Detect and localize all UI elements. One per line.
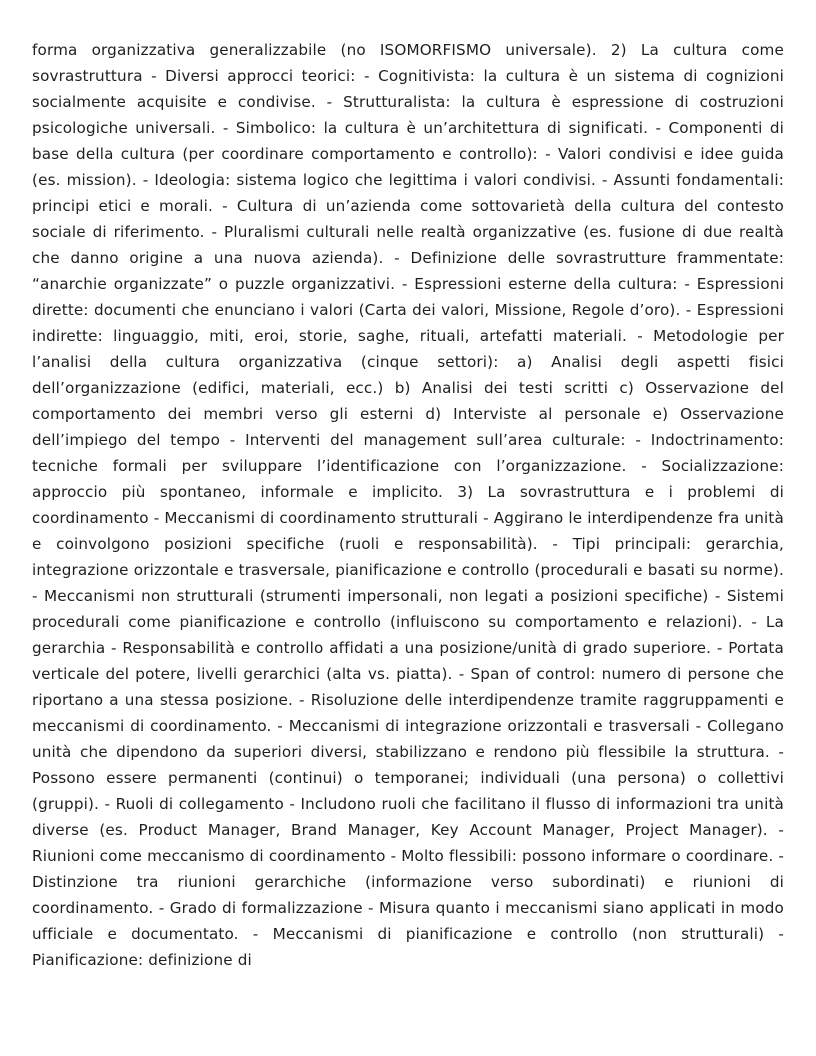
body-paragraph: forma organizzativa generalizzabile (no ISOMORFISMO universale). 2) La cultura come sovrastruttura - Diversi approcci teorici: - Cognitivista: la cultura è un sistema di cognizioni socialmente acquisite e condivise. - Strutturalista: la cultura è espressione di costruzioni psicologiche universali. - Simbolico: la cultura è un’architettura di significati. - Componenti di base della cultura (per coordinare comportamento e controllo): - Valori condivisi e idee guida (es. mission). - Ideologia: sistema logico che legittima i valori condivisi. - Assunti fondamentali: principi etici e morali. - Cultura di un’azienda come sottovarietà della cultura del contesto sociale di riferimento. - Pluralismi culturali nelle realtà organizzative (es. fusione di due realtà che danno origine a una nuova azienda). - Definizione delle sovrastrutture frammentate: “anarchie organizzate” o puzzle organizzativi. - Espressioni esterne della cultura: - Espressioni dirette: documenti che enunciano i valori (Carta dei valori, Missione, Regole d’oro). - Espressioni indirette: linguaggio, miti, eroi, storie, saghe, rituali, artefatti materiali. - Metodologie per l’analisi della cultura organizzativa (cinque settori): a) Analisi degli aspetti fisici dell’organizzazione (edifici, materiali, ecc.) b) Analisi dei testi scritti c) Osservazione del comportamento dei membri verso gli esterni d) Interviste al personale e) Osservazione dell’impiego del tempo - Interventi del management sull’area culturale: - Indoctrinamento: tecniche formali per sviluppare l’identificazione con l’organizzazione. - Socializzazione: approccio più spontaneo, informale e implicito. 3) La sovrastruttura e i problemi di coordinamento - Meccanismi di coordinamento strutturali - Aggirano le interdipendenze fra unità e coinvolgono posizioni specifiche (ruoli e responsabilità). - Tipi principali: gerarchia, integrazione orizzontale e trasversale, pianificazione e controllo (procedurali e basati su norme). - Meccanismi non strutturali (strumenti impersonali, non legati a posizioni specifiche) - Sistemi procedurali come pianificazione e controllo (influiscono su comportamento e relazioni). - La gerarchia - Responsabilità e controllo affidati a una posizione/unità di grado superiore. - Portata verticale del potere, livelli gerarchici (alta vs. piatta). - Span of control: numero di persone che riportano a una stessa posizione. - Risoluzione delle interdipendenze tramite raggruppamenti e meccanismi di coordinamento. - Meccanismi di integrazione orizzontali e trasversali - Collegano unità che dipendono da superiori diversi, stabilizzano e rendono più flessibile la struttura. - Possono essere permanenti (continui) o temporanei; individuali (una persona) o collettivi (gruppi). - Ruoli di collegamento - Includono ruoli che facilitano il flusso di informazioni tra unità diverse (es. Product Manager, Brand Manager, Key Account Manager, Project Manager). - Riunioni come meccanismo di coordinamento - Molto flessibili: possono informare o coordinare. - Distinzione tra riunioni gerarchiche (informazione verso subordinati) e riunioni di coordinamento. - Grado di formalizzazione - Misura quanto i meccanismi siano applicati in modo ufficiale e documentato. - Meccanismi di pianificazione e controllo (non strutturali) - Pianificazione: definizione di	[32, 41, 784, 969]
document-page	[32, 37, 784, 973]
